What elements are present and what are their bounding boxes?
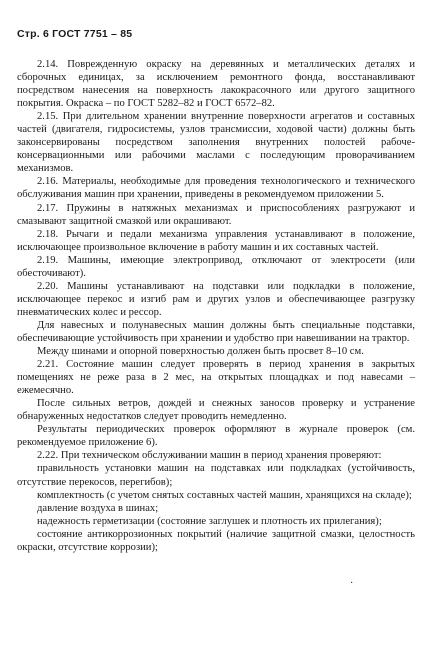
paragraph-2-22: 2.22. При техническом обслуживании машин в период хранения проверяют: <box>37 450 382 462</box>
paragraph-2-15: 2.15. При длительном хранении внутренние поверхности агрегатов и составных частей (двигателя, гидросистемы, узлов трансмиссии, ходовой части) должны быть законсервированы посредством заполнения внутренних полостей рабоче-консервационными или рабочими маслами с последующим проворачиванием механизмов. <box>17 111 415 175</box>
list-item-sealing: надежность герметизации (состояние заглушек и плотность их прилегания); <box>37 515 382 527</box>
paragraph-2-18: 2.18. Рычаги и педали механизма управления устанавливают в положение, исключающее произвольное включение в работу машин и их составных частей. <box>17 228 415 253</box>
paragraph-2-21: 2.21. Состояние машин следует проверять в период хранения в закрытых помещениях не реже раза в 2 мес, на открытых площадках и под навесами – ежемесячно. <box>17 359 415 397</box>
list-item-installation: правильность установки машин на подставках или подкладках (устойчивость, отсутствие перекосов, перегибов); <box>17 463 415 488</box>
list-item-tire-pressure: давление воздуха в шинах; <box>37 502 159 514</box>
paragraph-2-17: 2.17. Пружины в натяжных механизмах и приспособлениях разгружают и смазывают защитной смазкой или окрашивают. <box>17 202 415 227</box>
page-header: Стр. 6 ГОСТ 7751 – 85 <box>17 28 133 40</box>
document-body <box>17 58 415 554</box>
paragraph-after-storms: После сильных ветров, дождей и снежных заносов проверку и устранение обнаруженных недостатков следует проводить немедленно. <box>17 398 415 423</box>
scan-speck: · <box>350 578 354 589</box>
paragraph-2-16: 2.16. Материалы, необходимые для проведения технологического и технического обслуживания машин при хранении, приведены в рекомендуемом приложении 5. <box>17 176 415 201</box>
paragraph-clearance: Между шинами и опорной поверхностью должен быть просвет 8–10 см. <box>37 346 364 358</box>
list-item-anticorrosion: состояние антикоррозионных покрытий (наличие защитной смазки, целостность окраски, отсутствие коррозии); <box>17 528 415 553</box>
paragraph-2-19: 2.19. Машины, имеющие электропривод, отключают от электросети (или обесточивают). <box>17 254 415 279</box>
paragraph-2-20: 2.20. Машины устанавливают на подставки или подкладки в положение, исключающее перекос и изгиб рам и других узлов и обеспечивающее разгрузку пневматических колес и рессор. <box>17 280 415 318</box>
paragraph-2-14: 2.14. Поврежденную окраску на деревянных и металлических деталях и сборочных единицах, за исключением ремонтного фонда, восстанавливают посредством нанесения на поверхность лакокрасочного или другого защитного покрытия. Окраска – по ГОСТ 5282–82 и ГОСТ 6572–82. <box>17 59 415 110</box>
paragraph-stands: Для навесных и полунавесных машин должны быть специальные подставки, обеспечивающие устойчивость при хранении и удобство при навешивании на трактор. <box>17 319 415 344</box>
list-item-completeness: комплектность (с учетом снятых составных частей машин, хранящихся на складе); <box>37 489 412 501</box>
paragraph-results: Результаты периодических проверок оформляют в журнале проверок (см. рекомендуемое приложение 6). <box>17 424 415 449</box>
